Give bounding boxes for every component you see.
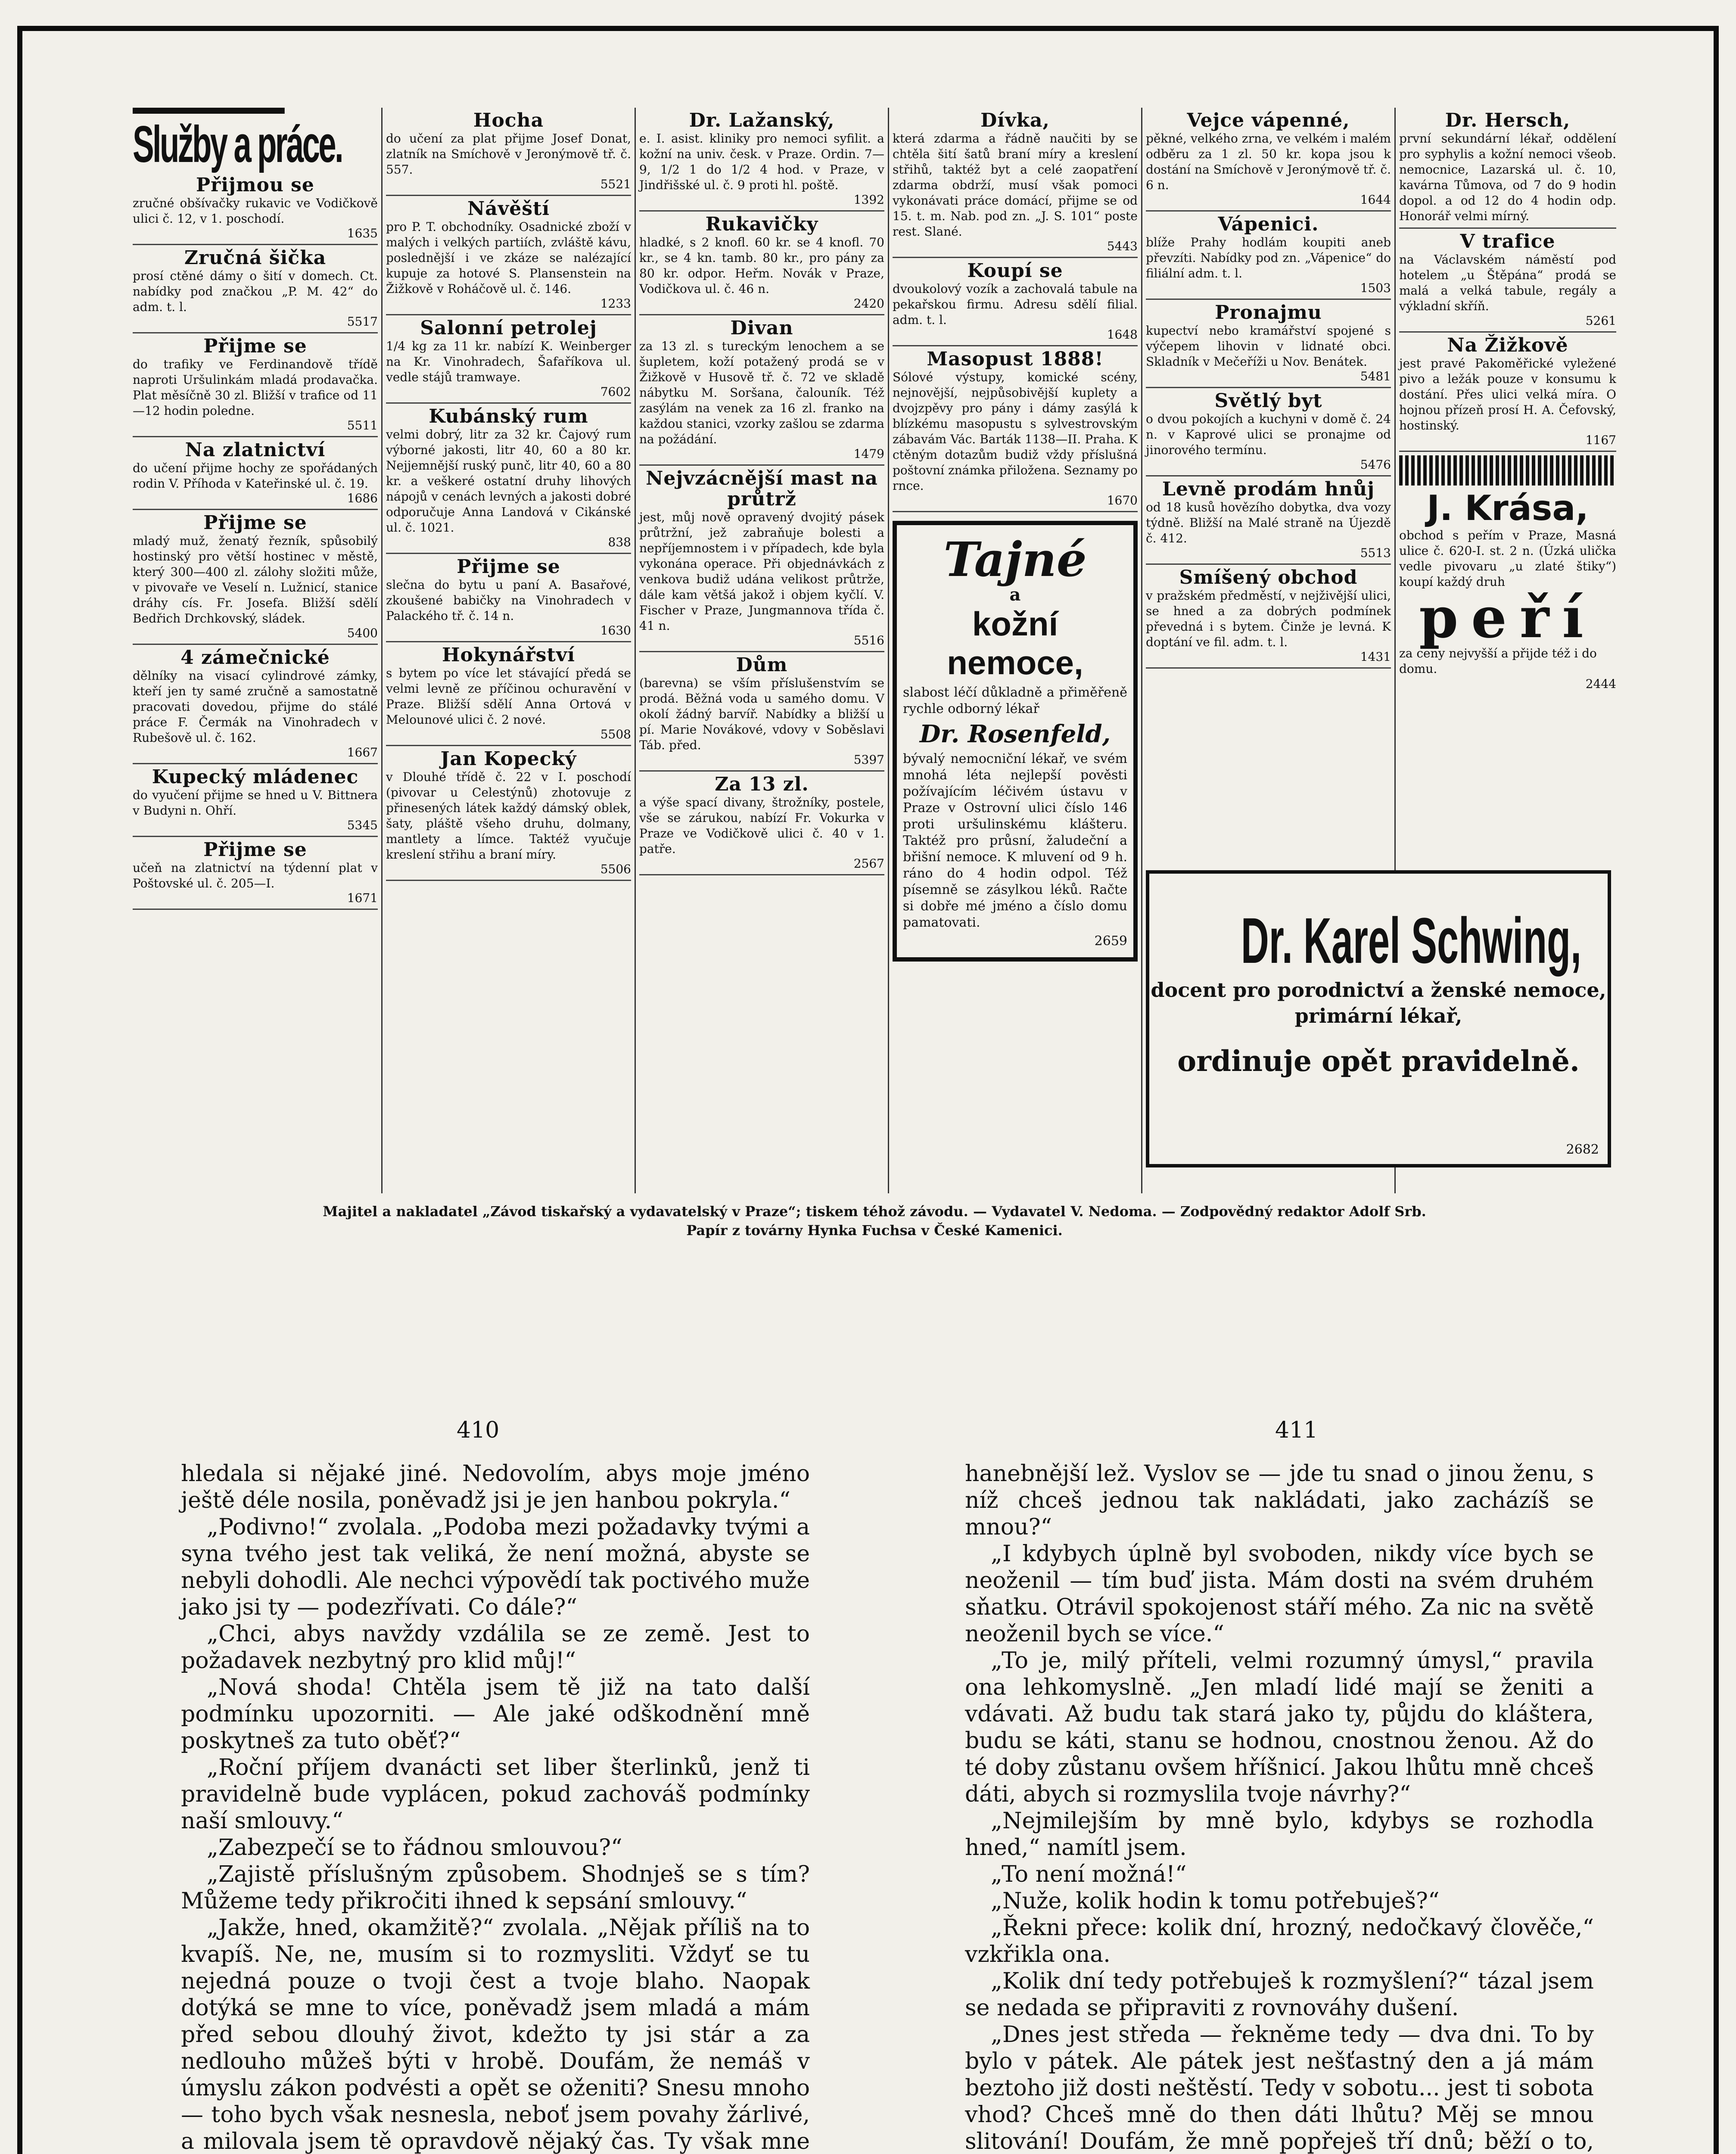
ad-title: Přijme se: [203, 839, 307, 861]
ad-number: 1671: [347, 891, 378, 905]
classified-ad: [386, 746, 631, 881]
text-paragraph: hanebnější lež. Vyslov se — jde tu snad o jinou ženu, s níž chceš jednou tak nakládati, jako zacházíš se mnou?“: [965, 1461, 1594, 1540]
ad-column-4: [889, 108, 1142, 1193]
ad-title: Vápenici.: [1218, 213, 1319, 235]
text-paragraph: „Zabezpečí se to řádnou smlouvou?“: [207, 1835, 622, 1861]
tajne-subheading: kožní nemoce,: [947, 605, 1083, 682]
page-number-right: 411: [1275, 1417, 1318, 1443]
text-paragraph: „Jakže, hned, okamžitě?“ zvolala. „Nějak příliš na to kvapíš. Ne, ne, musím si to rozmysliti. Vždyť se tu nejedná pouze o tvoji čest a tvoje blaho. Naopak dotýká se mne to více, poněvadž jsem mladá a mám před sebou dlouhý život, kdežto ty jsi stár a za nedlouho můžeš býti v hrobě. Doufám, že nemáš v úmyslu zákon podvésti a opět se oženiti? Snesu mnoho — toho bych však nesnesla, neboť jsem povahy žárlivé, a milovala jsem tě opravdově nějaký čas. Ty však mne: [181, 1915, 810, 2154]
ad-number: 5400: [347, 626, 378, 640]
krasa-heading: J. Krása,: [1427, 488, 1589, 528]
classified-ad: [893, 258, 1138, 346]
publisher-footer: [138, 1202, 1611, 1240]
ad-number: 5345: [347, 818, 378, 832]
ad-title: Nejvzácnější mast na průtrž: [646, 467, 878, 510]
tajne-conj: a: [1009, 585, 1021, 605]
text-paragraph: „Nová shoda! Chtěla jsem tě již na tato další podmínku upozorniti. — Ale jaké odškodnění mně poskytneš za tuto oběť?“: [181, 1675, 810, 1754]
page-number-left: 410: [457, 1417, 500, 1443]
ad-text: pěkné, velkého zrna, ve velkém i malém odběru za 1 zl. 50 kr. kopa jsou k dostání na Smíchově v Jeronýmově tř. č. 6 n.: [1146, 131, 1391, 192]
ad-text: učeň na zlatnictví na týdenní plat v Poštovské ul. č. 205—I.: [133, 861, 378, 890]
ad-column-1: [129, 108, 383, 1193]
ad-text: blíže Prahy hodlám koupiti aneb převzíti. Nabídky pod zn. „Vápenice“ do filiální adm. t. l.: [1146, 235, 1391, 280]
ad-number: 1167: [1585, 433, 1616, 447]
classified-ad: [893, 108, 1138, 258]
ad-title: Masopust 1888!: [927, 348, 1104, 370]
ad-text: do vyučení přijme se hned u V. Bittnera v Budyni n. Ohří.: [133, 788, 378, 818]
ad-title: Za 13 zl.: [715, 773, 809, 795]
classified-ad: [133, 764, 378, 837]
classified-ad: [386, 315, 631, 404]
krasa-text: obchod s peřím v Praze, Masná ulice č. 620-I. st. 2 n. (Úzká ulička vedle pivovaru „u zlaté štiky“) koupí každý druh: [1399, 528, 1616, 589]
ad-number: 5513: [1360, 546, 1391, 560]
ad-number: 1233: [600, 296, 631, 311]
ad-title: Dr. Lažanský,: [689, 109, 835, 131]
ad-text: do učení za plat přijme Josef Donat, zlatník na Smíchově v Jeronýmově tř. č. 557.: [386, 131, 631, 177]
text-paragraph: „Řekni přece: kolik dní, hrozný, nedočkavý člověče,“ vzkřikla ona.: [965, 1915, 1594, 1967]
schwing-title: docent pro porodnictví a ženské nemoce, primární lékař,: [1151, 978, 1606, 1027]
ad-number: 1431: [1360, 650, 1391, 664]
classified-ad: [639, 315, 884, 466]
ad-title: Dům: [736, 654, 788, 676]
left-page-text: [181, 1460, 810, 2154]
schwing-number: 2682: [1566, 1142, 1599, 1157]
classified-ad: [639, 108, 884, 212]
ad-title: Pronajmu: [1215, 302, 1322, 324]
text-paragraph: „Nuže, kolik hodin k tomu potřebuješ?“: [991, 1888, 1440, 1914]
ad-number: 7602: [600, 385, 631, 399]
text-paragraph: „Dnes jest středa — řekněme tedy — dva dni. To by bylo v pátek. Ale pátek jest nešťastný den a já mám beztoho již dosti neštěstí. Tedy v sobotu... jest ti sobota vhod? Chceš mně do then dáti lhůtu? Měj se mnou slitování! Doufám, že mně popřeješ tří dnů; běží o to,: [965, 2022, 1594, 2154]
classified-ad: [133, 437, 378, 510]
ad-text: slečna do bytu u paní A. Basařové, zkoušené babičky na Vinohradech v Palackého tř. č. 14 n.: [386, 578, 631, 623]
ad-number: 5397: [853, 753, 884, 767]
ad-title: Divan: [730, 317, 793, 339]
ad-text: na Václavském náměstí pod hotelem „u Štěpána“ prodá se malá a velká tabule, regály a výkladní skříň.: [1399, 252, 1616, 313]
ad-title: Vejce vápenné,: [1187, 109, 1350, 131]
ad-number: 2567: [853, 856, 884, 871]
text-paragraph: „Chci, abys navždy vzdálila se ze země. Jest to požadavek nezbytný pro klid můj!“: [181, 1621, 810, 1674]
ad-title: Hokynářství: [442, 644, 576, 666]
classified-ad: [639, 772, 884, 875]
text-paragraph: „To není možná!“: [991, 1861, 1187, 1887]
classified-ad: [639, 466, 884, 652]
ad-text: pro P. T. obchodníky. Osadnické zboží v malých i velkých partiích, zvláště kávu, poslednější i ve zkáze se nalézající kupuje za hotové S. Plansenstein na Žižkově v Roháčově ul. č. 146.: [386, 220, 631, 296]
classified-ad: [639, 212, 884, 315]
ad-text: za 13 zl. s tureckým lenochem a se šupletem, koží potažený prodá se v Žižkově v Husově tř. č. 72 ve skladě nábytku M. Soršana, čalouník. Též zasýlám na venek za 16 zl. franko na každou stanici, vzorky zašlou se zdarma na požádání.: [639, 339, 884, 446]
classified-ad: [893, 346, 1138, 512]
classified-ad: [133, 333, 378, 437]
ad-text: e. I. asist. kliniky pro nemoci syfilit. a kožní na univ. česk. v Praze. Ordin. 7—9, 1/2 1 do 1/2 4 hod. v Praze, v Jindřišské ul. č. 9 proti hl. poště.: [639, 131, 884, 192]
ad-number: 1630: [600, 623, 631, 638]
classified-ad: [133, 837, 378, 910]
classified-ad: [386, 404, 631, 554]
classified-ad: [1146, 388, 1391, 476]
ad-number: 1479: [853, 447, 884, 461]
ad-number: 5481: [1360, 369, 1391, 383]
classified-ad: [1146, 476, 1391, 565]
footer-line-1: Majitel a nakladatel „Závod tiskařský a vydavatelský v Praze“; tiskem téhož závodu. — Vydavatel V. Nedoma. — Zodpovědný redaktor Adolf Srb.: [323, 1203, 1426, 1220]
ad-text: dělníky na visací cylindrové zámky, kteří jen ty samé zručně a samostatně pracovati dovedou, přijme do stálé práce F. Čermák na Vinohradech v Rubešově ul. č. 162.: [133, 669, 378, 745]
ad-text: 1/4 kg za 11 kr. nabízí K. Weinberger na Kr. Vinohradech, Šafaříkova ul. vedle stájů tramwaye.: [386, 339, 631, 384]
ad-number: 2420: [853, 296, 884, 311]
ad-column-3: [636, 108, 889, 1193]
text-paragraph: „Kolik dní tedy potřebuješ k rozmyšlení?“ tázal jsem se nedada se připraviti z rovnováhy dušení.: [965, 1968, 1594, 2021]
ad-text: do trafiky ve Ferdinandově třídě naproti Uršulinkám mladá prodavačka. Plat měsíčně 30 zl. Bližší v trafice od 11—12 hodin poledne.: [133, 357, 378, 418]
tajne-heading: Tajné: [943, 532, 1087, 587]
ad-title: Dr. Hersch,: [1445, 109, 1571, 131]
secret-diseases-ad: [893, 521, 1138, 962]
ad-title: Levně prodám hnůj: [1162, 478, 1375, 500]
ad-title: Jan Kopecký: [440, 748, 577, 770]
ad-title: V trafice: [1460, 230, 1556, 252]
schwing-ad: [1146, 870, 1611, 1167]
text-paragraph: „Podivno!“ zvolala. „Podoba mezi požadavky tvými a syna tvého jest tak veliká, že není možná, abyste se nebyli dohodli. Ale nechci výpovědí tak poctivého muže jako jsi ty — podezřívati. Co dále?“: [181, 1514, 810, 1620]
ad-title: Návěští: [467, 198, 550, 220]
classified-ad: [133, 245, 378, 333]
ad-text: a výše spací divany, štrožníky, postele, vše se zárukou, nabízí Fr. Vokurka v Praze ve Vodičkově ulici č. 40 v 1. patře.: [639, 795, 884, 856]
footer-line-2: Papír z továrny Hynka Fuchsa v České Kamenici.: [686, 1222, 1063, 1239]
feathers-number: 2444: [1585, 677, 1616, 691]
classified-ad: [133, 510, 378, 645]
ad-text: jest pravé Pakoměřické vyležené pivo a ležák pouze v konsumu k dostání. Přes ulici velká míra. O hojnou přízeň prosí H. A. Čefovský, hostinský.: [1399, 356, 1616, 433]
ad-title: Přijme se: [203, 512, 307, 534]
tajne-number: 2659: [1094, 934, 1127, 949]
ad-title: 4 zámečnické: [180, 647, 330, 669]
classified-ad: [386, 108, 631, 196]
services-masthead: Služby a práce.: [133, 108, 285, 172]
tajne-doctor: Dr. Rosenfeld,: [919, 720, 1111, 748]
classified-ad: [386, 642, 631, 746]
classified-ad: [1146, 212, 1391, 300]
ad-title: Zručná šička: [184, 247, 327, 269]
ad-number: 5508: [600, 727, 631, 741]
ad-text: mladý muž, ženatý řezník, spůsobilý hostinský pro větší hostinec v městě, který 300—400 zl. zálohy složiti může, v pivovaře ve Veselí n. Lužnicí, stanice dráhy cís. Fr. Josefa. Bližší sdělí Bedřich Drchkovský, sládek.: [133, 534, 378, 626]
ad-number: 5517: [347, 314, 378, 329]
ad-title: Na zlatnictví: [185, 439, 326, 461]
ad-title: Salonní petrolej: [420, 317, 597, 339]
ad-number: 5476: [1360, 458, 1391, 472]
ad-title: Rukavičky: [705, 213, 818, 235]
classified-ad: [1399, 333, 1616, 452]
classified-ad: [1399, 108, 1616, 229]
classified-ad: [133, 172, 378, 245]
text-paragraph: hledala si nějaké jiné. Nedovolím, abys moje jméno ještě déle nosila, poněvadž jsi je jen hanbou pokryla.“: [181, 1461, 810, 1513]
ad-number: 1644: [1360, 193, 1391, 207]
text-paragraph: „Zajistě příslušným způsobem. Shodnješ se s tím? Můžeme tedy přikročiti ihned k sepsání smlouvy.“: [181, 1861, 810, 1914]
ad-title: Přijmou se: [196, 174, 314, 196]
ad-text: v Dlouhé třídě č. 22 v I. poschodí (pivovar u Celestýnů) zhotovuje z přinesených látek každý dámský oblek, šaty, pláště všeho druhu, dolmany, mantlety a límce. Taktéž vyučuje kreslení střihu a braní míry.: [386, 770, 631, 862]
ad-title: Koupí se: [967, 260, 1063, 282]
classified-ad: [1146, 300, 1391, 388]
ad-number: 5506: [600, 862, 631, 876]
ad-title: Hocha: [473, 109, 544, 131]
ad-text: (barevna) se vším příslušenstvím se prodá. Běžná voda u samého domu. V okolí žádný barvíř. Nabídky a bližší u pí. Marie Novákové, vdovy v Soběslavi Táb. před.: [639, 676, 884, 752]
text-paragraph: „Roční příjem dvanácti set liber šterlinků, jenž ti pravidelně bude vyplácen, pokud zachováš podmínky naší smlouvy.“: [181, 1755, 810, 1834]
schwing-ordinuje: ordinuje opět pravidelně.: [1177, 1044, 1580, 1078]
text-paragraph: „Nejmilejším by mně bylo, kdybys se rozhodla hned,“ namítl jsem.: [965, 1808, 1594, 1861]
ad-number: 1648: [1107, 327, 1138, 342]
ad-text: která zdarma a řádně naučiti by se chtěla šití šatů braní míry a kreslení střihů, taktéž byt a celé zaopatření zdarma obdrží, musí však pomoci vykonávati práce domácí, přijme se od 15. t. m. Nab. pod zn. „J. S. 101“ poste rest. Slané.: [893, 131, 1138, 239]
ad-number: 1635: [347, 226, 378, 240]
ad-text: od 18 kusů hovězího dobytka, dva vozy týdně. Bližší na Malé straně na Újezdě č. 412.: [1146, 500, 1391, 545]
classified-ad: [386, 554, 631, 642]
ad-text: Sólové výstupy, komické scény, nejnovější, nejpůsobivější kuplety a dvojzpěvy pro pány i dámy zasýlá k blízkému masopustu s sylvestrovským zábavám Vác. Barták 1138—II. Praha. K ctěným dotazům budiž vždy příslušná poštovní známka přiložena. Seznamy po rnce.: [893, 370, 1138, 493]
schwing-name: Dr. Karel Schwing,: [1241, 904, 1582, 977]
classified-ad: [386, 196, 631, 315]
ad-title: Smíšený obchod: [1179, 567, 1358, 588]
ad-text: jest, můj nově opravený dvojitý pásek průtržní, jež zabraňuje bolesti a nepříjemnostem i v případech, kde byla vykonána operace. Při objednávkách z venkova budiž udána velikost průtrže, dále kam většá jakož i objem kyčlí. V. Fischer v Praze, Jungmannova třída č. 41 n.: [639, 510, 884, 633]
right-page-text: [965, 1460, 1594, 2154]
ad-title: Přijme se: [203, 335, 307, 357]
ad-title: Na Žižkově: [1447, 334, 1568, 356]
ad-text: prosí ctěné dámy o šití v domech. Ct. nabídky pod značkou „P. M. 42“ do adm. t. l.: [133, 269, 378, 314]
tajne-text-1: slabost léčí důkladně a přiměřeně rychle odborný lékař: [903, 685, 1127, 716]
ad-text: kupectví nebo kramářství spojené s výčepem lihovin v lidnaté obci. Skladník v Mečeříži u Nov. Benátek.: [1146, 324, 1391, 369]
classified-ad: [1146, 565, 1391, 669]
feathers-text: za ceny nejvyšší a přijde též i do domu.: [1399, 646, 1597, 676]
classified-ad: [133, 645, 378, 764]
text-paragraph: „To je, milý příteli, velmi rozumný úmysl,“ pravila ona lehkomyslně. „Jen mladí lidé mají se ženiti a vdávati. Až budu tak stará jako ty, půjdu do kláštera, budu se káti, stanu se hodnou, cnostnou ženou. Až do té doby zůstanu ovšem hříšnicí. Jakou lhůtu mně chceš dáti, abych si rozmyslila tvoje návrhy?“: [965, 1648, 1594, 1807]
ad-title: Světlý byt: [1214, 390, 1322, 412]
ad-title: Dívka,: [980, 109, 1050, 131]
ad-number: 838: [608, 535, 631, 549]
ad-text: do učení přijme hochy ze spořádaných rodin V. Příhoda v Kateřinské ul. č. 19.: [133, 461, 378, 491]
ad-text: dvoukolový vozík a zachovalá tabule na pekařskou firmu. Adresu sdělí filial. adm. t. l.: [893, 282, 1138, 327]
ad-text: v pražském předměstí, v nejživější ulici, se hned a za dobrých podmínek převedná i s bytem. Činže je levná. K doptání ve fil. adm. t. l.: [1146, 588, 1391, 649]
ad-column-2: [383, 108, 636, 1193]
ad-text: velmi dobrý, litr za 32 kr. Čajový rum výborné jakosti, litr 40, 60 a 80 kr. Nejjemnější ruský punč, litr 40, 60 a 80 kr. a veškeré ostatní druhy lihových nápojů v cenách levných a jakosti dobré odporučuje Anna Landová v Cikánské ul. č. 1021.: [386, 427, 631, 535]
ad-number: 1503: [1360, 281, 1391, 295]
ad-number: 5521: [600, 177, 631, 191]
ad-text: s bytem po více let stávající předá se velmi levně ze příčinou ochuravění v Praze. Bližší sdělí Anna Ortová v Melounové ulici č. 2 nové.: [386, 666, 631, 727]
ad-text: o dvou pokojích a kuchyni v domě č. 24 n. v Kaprové ulici se pronajme od jinorového termínu.: [1146, 412, 1391, 457]
ad-title: Kubánský rum: [429, 405, 588, 427]
ad-number: 1667: [347, 745, 378, 760]
ad-number: 5261: [1585, 314, 1616, 328]
tajne-text-2: bývalý nemocniční lékař, ve svém mnohá léta nejlepší pověsti požívajícím léčivém ústavu v Praze v Ostrovní ulici číslo 146 proti uršulinskému klášteru. Taktéž pro průsní, žaludeční a břišní nemoce. K mluvení od 9 h. ráno do 4 hodin odpol. Též písemně se zásylkou léků. Račte si dobře mé jméno a číslo domu pamatovati.: [903, 751, 1127, 930]
text-paragraph: „I kdybych úplně byl svoboden, nikdy více bych se neoženil — tím buď jista. Mám dosti na svém druhém sňatku. Otrávil spokojenost stáří mého. Za nic na světě neoženil bych se více.“: [965, 1541, 1594, 1647]
ad-title: Kupecký mládenec: [152, 766, 359, 788]
ad-title: Přijme se: [457, 556, 560, 578]
classified-ad: [1146, 108, 1391, 212]
ad-number: 1686: [347, 491, 378, 505]
ad-text: první sekundární lékař, oddělení pro syphylis a kožní nemoci všeob. nemocnice, Lazarská ul. č. 10, kavárna Tůmova, od 7 do 9 hodin dopol. a od 12 do 4 hodin odp. Honorář velmi mírný.: [1399, 131, 1616, 223]
ad-number: 1670: [1107, 493, 1138, 507]
classified-ad: [639, 652, 884, 772]
ad-text: zručné obšívačky rukavic ve Vodičkově ulici č. 12, v 1. poschodí.: [133, 196, 378, 226]
ad-number: 5443: [1107, 239, 1138, 253]
decorative-stripes: [1399, 455, 1616, 486]
ad-number: 5511: [347, 418, 378, 433]
ad-number: 5516: [853, 633, 884, 647]
ad-text: hladké, s 2 knofl. 60 kr. se 4 knofl. 70 kr., se 4 kn. tamb. 80 kr., pro pány za 80 kr. odpor. Heřm. Novák v Praze, Vodičkova ul. č. 46 n.: [639, 235, 884, 296]
ad-number: 1392: [853, 193, 884, 207]
classified-ad: [1399, 229, 1616, 333]
feathers-heading: peří: [1419, 585, 1596, 651]
